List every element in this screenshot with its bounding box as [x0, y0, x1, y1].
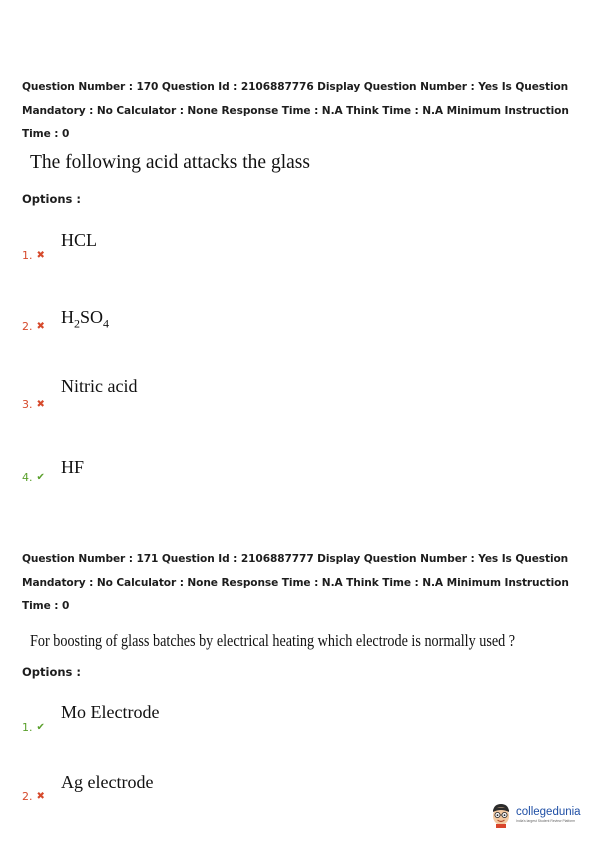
- meta-line: Time : 0: [22, 600, 70, 612]
- cross-icon: ✖: [36, 399, 45, 410]
- logo-wordmark: collegedunia: [516, 806, 581, 818]
- question-170-text: The following acid attacks the glass: [30, 152, 310, 173]
- cross-icon: ✖: [36, 250, 45, 261]
- meta-line: Question Number : 170 Question Id : 2106887776 Display Question Number : Yes Is Question: [22, 81, 569, 93]
- meta-line: Mandatory : No Calculator : None Response Time : N.A Think Time : N.A Minimum Instruction: [22, 576, 569, 589]
- option-text: Nitric acid: [61, 376, 138, 396]
- check-icon: ✔: [36, 472, 45, 483]
- option-text-formula: $H_2SO_4$: [61, 307, 110, 331]
- cross-icon: ✖: [36, 791, 45, 802]
- mascot-face-icon: [489, 802, 513, 828]
- meta-line: Time : 0: [22, 128, 70, 140]
- cross-icon: ✖: [36, 321, 45, 332]
- option-number: 2. ✖: [22, 790, 45, 803]
- option-number: 1. ✔: [22, 721, 45, 734]
- options-label: Options :: [22, 192, 81, 206]
- check-icon: ✔: [36, 722, 45, 733]
- option-text: Mo Electrode: [61, 702, 160, 722]
- question-171-text: For boosting of glass batches by electrical heating which electrode is normally used ?: [30, 631, 516, 650]
- question-171-metadata: [22, 548, 582, 619]
- option-number: 1. ✖: [22, 249, 45, 262]
- option-text: HCL: [61, 230, 97, 250]
- option-number: 2. ✖: [22, 320, 45, 333]
- question-170-metadata: [22, 76, 582, 147]
- collegedunia-logo: [489, 800, 589, 830]
- logo-tagline: India's largest Student Review Platform: [516, 819, 576, 823]
- option-text: HF: [61, 457, 85, 477]
- meta-line: Mandatory : No Calculator : None Response Time : N.A Think Time : N.A Minimum Instruction: [22, 104, 569, 117]
- meta-line: Question Number : 171 Question Id : 2106887777 Display Question Number : Yes Is Question: [22, 553, 569, 565]
- option-number: 3. ✖: [22, 398, 45, 411]
- options-label: Options :: [22, 665, 81, 679]
- option-text: Ag electrode: [61, 772, 154, 792]
- option-number: 4. ✔: [22, 471, 45, 484]
